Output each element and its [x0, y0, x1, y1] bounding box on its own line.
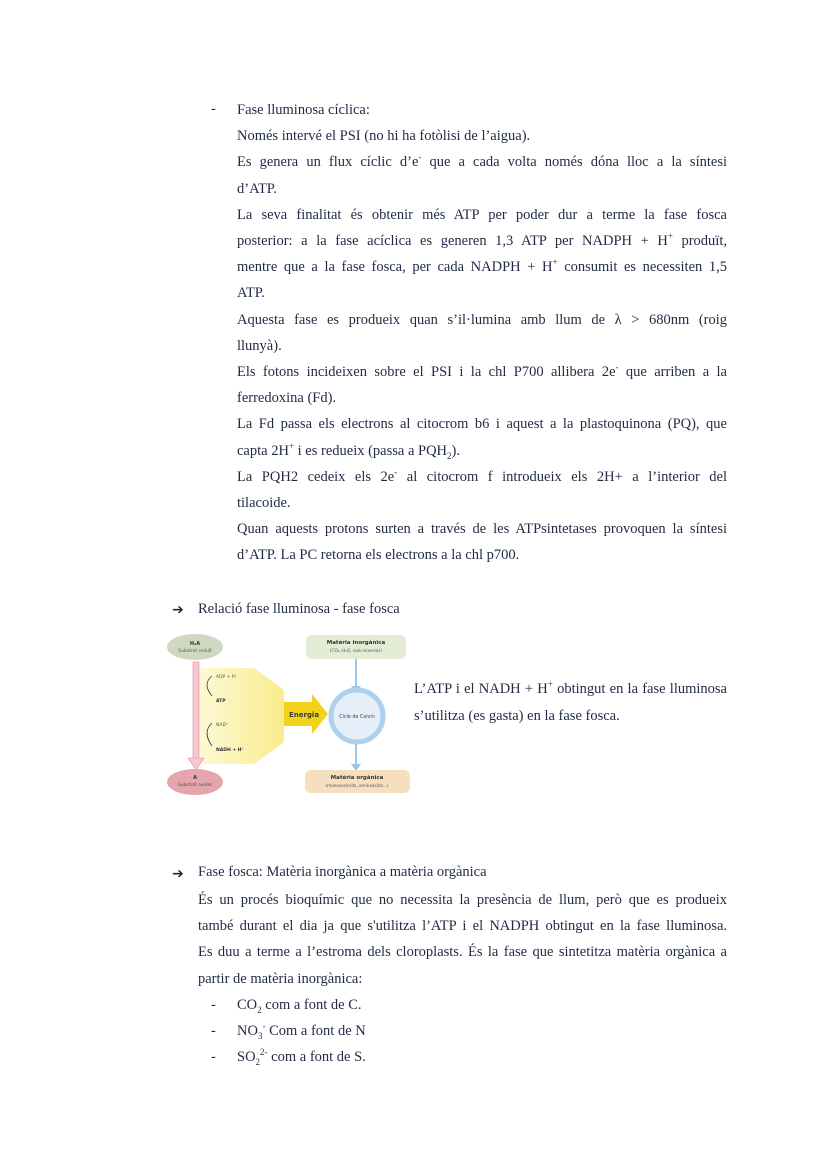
text-line: mentre que a la fase fosca, per cada NADPH + H+ consumit es necessiten 1,5 [237, 257, 727, 276]
h2a-label: H₂A [189, 641, 201, 647]
relation-explanation: L’ATP i el NADH + H+ obtingut en la fase lluminosa s’utilitza (es gasta) en la fase fosca. [414, 679, 727, 724]
arrow-bullet-icon: ➔ [172, 602, 184, 618]
text-line: tilacoide. [237, 495, 291, 512]
nadh-label: NADH + H⁺ [216, 748, 244, 753]
a-label: A [193, 775, 197, 781]
text-line: Només intervé el PSI (no hi ha fotòlisi de l’aigua). [237, 128, 531, 145]
text-line: partir de matèria inorgànica: [198, 970, 363, 987]
cyclic-phase-heading: Fase lluminosa cíclica: [237, 102, 370, 118]
text-line: Quan aquests protons surten a través de les ATPsintetases provoquen la síntesi [237, 521, 727, 538]
text-line: capta 2H+ i es redueix (passa a $PQH_2$). [237, 440, 460, 461]
text-line: ATP. [237, 285, 265, 302]
bullet-co2: $CO_2$ com a font de C. [237, 997, 362, 1015]
bullet-dash: - [211, 1049, 216, 1065]
dark-phase-paragraph [198, 887, 727, 992]
text-line: La Fd passa els electrons al citocrom b6 i aquest a la plastoquinona (PQ), que [237, 416, 727, 433]
bullet-dash: - [211, 101, 216, 117]
text-line: posterior: a la fase acíclica es generen 1,3 ATP per NADPH + H+ produït, [237, 231, 727, 250]
organic-matter-box [305, 770, 410, 793]
organic-sub: (monosacàrids, aminoàcids...) [325, 783, 389, 788]
text-line: Els fotons incideixen sobre el PSI i la chl P700 allibera 2e- que arriben a la [237, 362, 727, 381]
text-line: La PQH2 cedeix els 2e- al citocrom f introdueix els 2H+ a l’interior del [237, 467, 728, 485]
energy-label: Energia [288, 711, 320, 719]
text-line: ferredoxina (Fd). [237, 390, 337, 407]
text-line: Es duu a terme a l’estroma dels cloroplasts. És la fase que sintetitza matèria orgànica a [198, 944, 727, 961]
relation-heading: Relació fase lluminosa - fase fosca [198, 601, 400, 617]
substrat-oxidat-label: Substrat oxidat [177, 783, 213, 788]
text-line: d’ATP. La PC retorna els electrons a la chl p700. [237, 547, 520, 564]
organic-title: Matèria orgànica [330, 775, 384, 781]
inorganic-sub: (CO₂, H₂O, sals minerals) [329, 648, 383, 653]
text-line: La seva finalitat és obtenir més ATP per poder dur a terme la fase fosca [237, 206, 727, 223]
text-line: llunyà). [237, 337, 282, 354]
dark-phase-heading: Fase fosca: Matèria inorgànica a matèria orgànica [198, 864, 487, 880]
phase-relation-diagram [166, 632, 412, 796]
arrow-bullet-icon: ➔ [172, 866, 184, 882]
bullet-dash: - [211, 1023, 216, 1039]
text-line: també durant el dia ja que s'utilitza l’ATP i el NADPH obtingut en la fase lluminosa. [198, 918, 727, 935]
bullet-so2: $SO_2^{2-}$ com a font de S. [237, 1047, 366, 1067]
calvin-label: Cicle de Calvin [339, 715, 375, 720]
bullet-dash: - [211, 997, 216, 1013]
text-line: Aquesta fase es produeix quan s’il·lumina amb llum de λ > 680nm (roig [237, 311, 727, 328]
inorganic-title: Matèria inorgànica [326, 640, 386, 646]
text-line: Es genera un flux cíclic d’e- que a cada volta només dóna lloc a la síntesi [237, 152, 727, 171]
adp-pi-label: ADP + Pi [216, 675, 236, 680]
h2a-node [167, 634, 223, 660]
atp-label: ATP [216, 699, 226, 704]
bullet-no3: $NO_3^-$ Com a font de N [237, 1021, 366, 1041]
cyclic-phase-block [237, 97, 727, 569]
text-line: És un procés bioquímic que no necessita la presència de llum, però que es produeix [198, 892, 727, 908]
nad-label: NAD⁺ [216, 723, 229, 728]
inorganic-matter-box [306, 635, 406, 659]
a-node [167, 769, 223, 795]
text-line: d’ATP. [237, 180, 277, 197]
substrat-reduit-label: Substrat reduït [178, 649, 212, 654]
